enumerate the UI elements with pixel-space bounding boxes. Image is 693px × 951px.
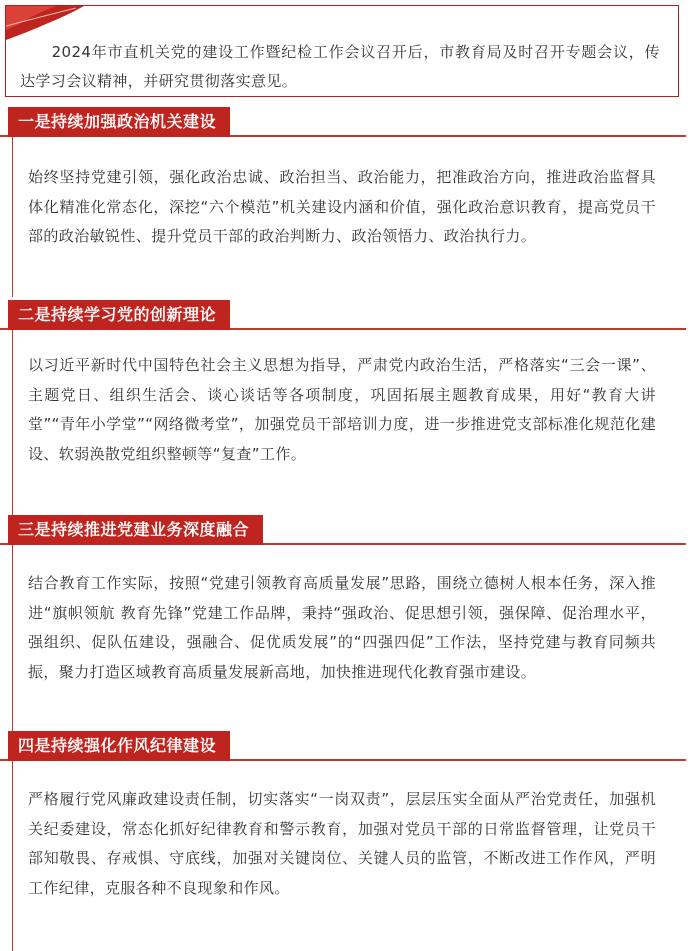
- intro-paragraph: 2024年市直机关党的建设工作暨纪检工作会议召开后，市教育局及时召开专题会议，传达学习会议精神，并研究贯彻落实意见。: [20, 43, 660, 90]
- section-1: [0, 107, 693, 297]
- section-3: [0, 515, 693, 733]
- section-heading: 二是持续学习党的创新理论: [8, 300, 230, 330]
- section-heading: 四是持续强化作风纪律建设: [8, 731, 230, 761]
- section-2: [0, 300, 693, 515]
- section-paragraph: 结合教育工作实际，按照“党建引领教育高质量发展”思路，围绕立德树人根本任务，深入推进“旗帜领航 教育先锋”党建工作品牌，秉持“强政治、促思想引领，强保障、促治理水平，强组织、促队伍建设，强融合、促优质发展”的“四强四促”工作法，坚持党建与教育同频共振，聚力打造区域教育高质量发展新高地，加快推进现代化教育强市建设。: [28, 574, 656, 681]
- section-heading: 一是持续加强政治机关建设: [8, 107, 230, 137]
- section-4: [0, 731, 693, 951]
- section-heading: 三是持续推进党建业务深度融合: [8, 515, 263, 545]
- section-paragraph: 以习近平新时代中国特色社会主义思想为指导，严肃党内政治生活，严格落实“三会一课”、主题党日、组织生活会、谈心谈话等各项制度，巩固拓展主题教育成果，用好“教育大讲堂”“青年小学堂”“网络微考堂”，加强党员干部培训力度，进一步推进党支部标准化规范化建设、软弱涣散党组织整顿等“复查”工作。: [28, 356, 656, 463]
- section-paragraph: 严格履行党风廉政建设责任制，切实落实“一岗双责”，层层压实全面从严治党责任，加强机关纪委建设，常态化抓好纪律教育和警示教育，加强对党员干部的日常监督管理，让党员干部知敬畏、存戒惧、守底线，加强对关键岗位、关键人员的监管，不断改进工作作风，严明工作纪律，克服各种不良现象和作风。: [28, 790, 656, 897]
- intro-box: [5, 5, 679, 97]
- section-paragraph: 始终坚持党建引领，强化政治忠诚、政治担当、政治能力，把准政治方向，推进政治监督具体化精准化常态化，深挖“六个模范”机关建设内涵和价值，强化政治意识教育，提高党员干部的政治敏锐性、提升党员干部的政治判断力、政治领悟力、政治执行力。: [28, 168, 656, 245]
